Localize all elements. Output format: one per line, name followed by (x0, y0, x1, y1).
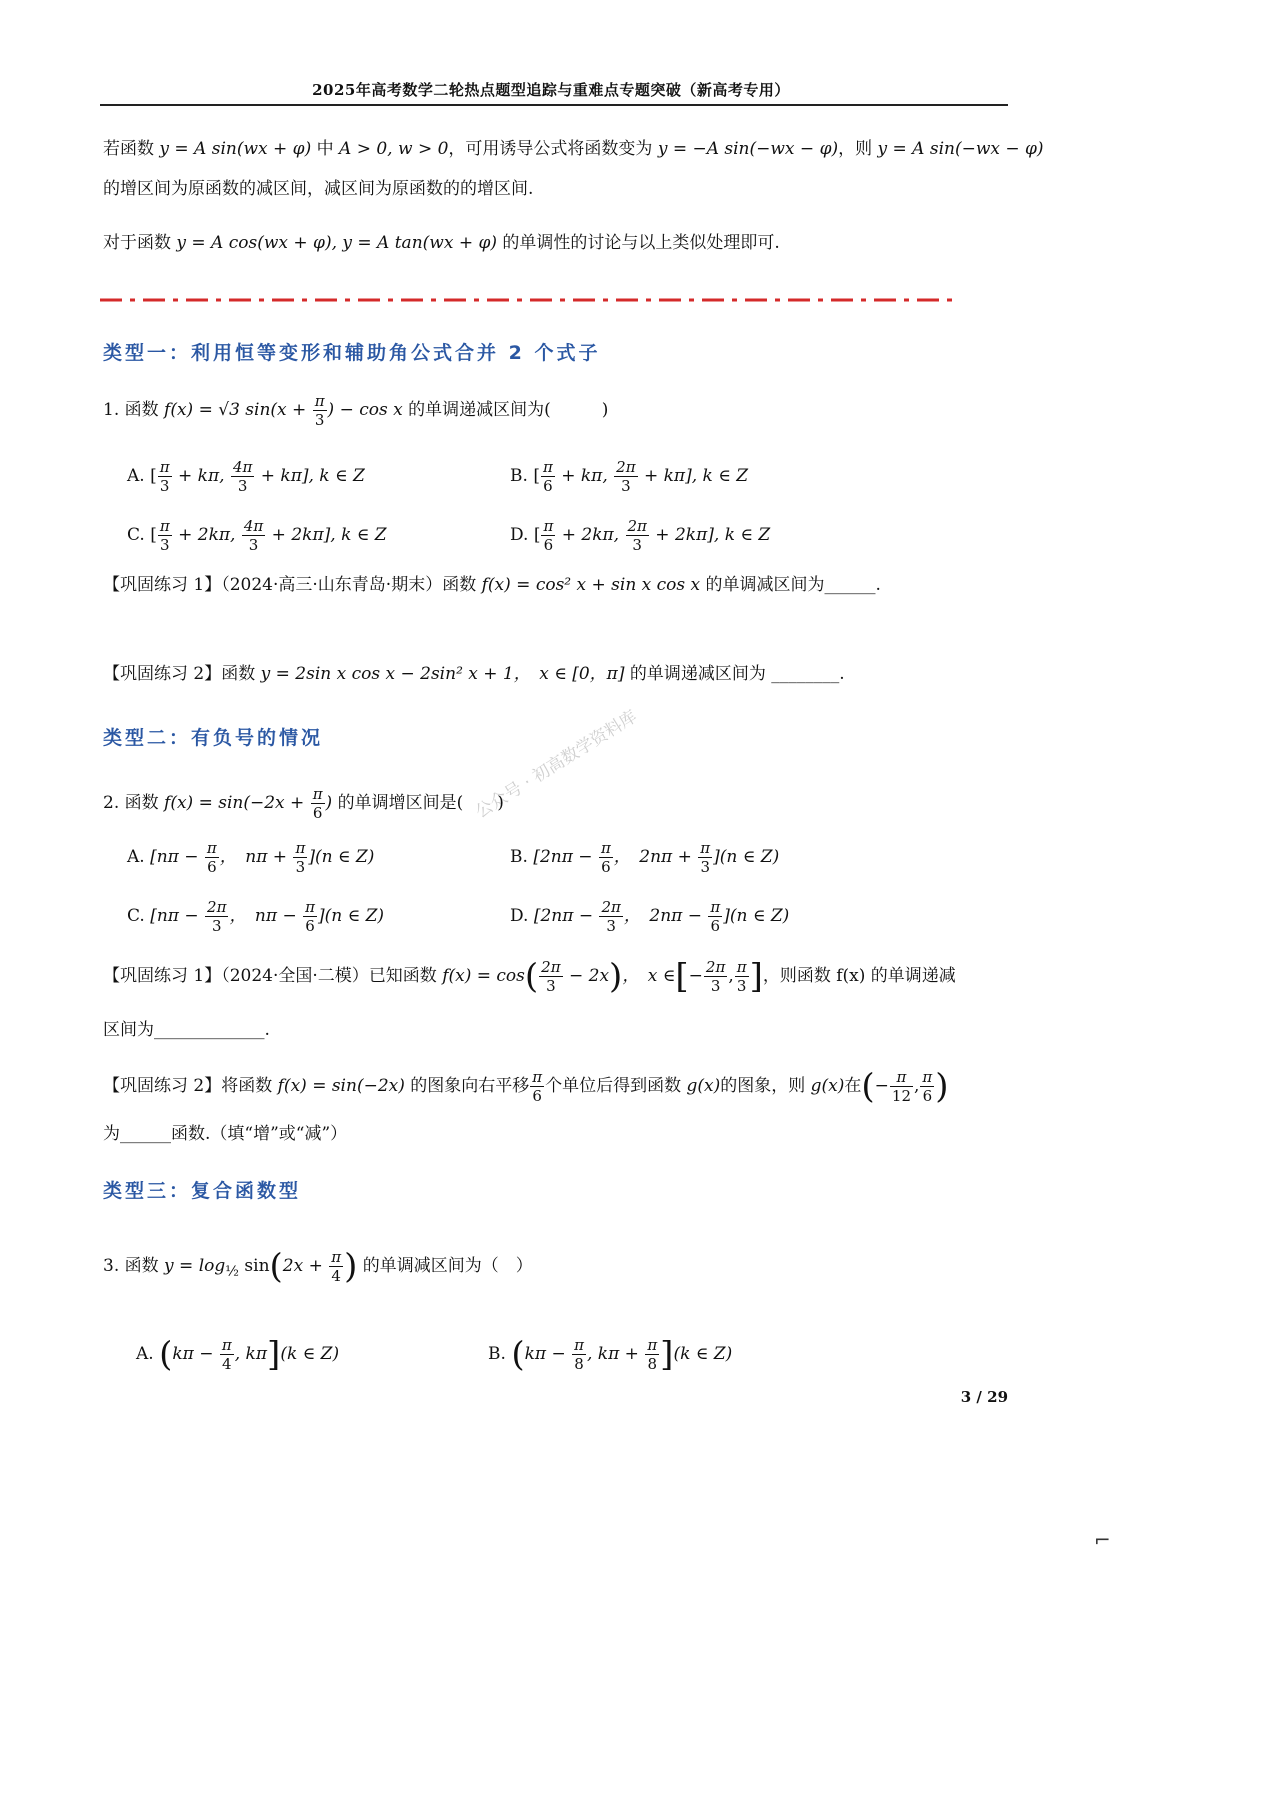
exercise-text: 的单调递减区间为 ________. (629, 664, 845, 684)
option-text: [ (533, 466, 540, 486)
fraction-num: π (574, 1336, 584, 1354)
fraction (890, 1068, 913, 1105)
fraction (572, 1336, 586, 1373)
exercise-domain: ， x ∈ [0，π] (513, 664, 625, 684)
fraction (541, 517, 555, 554)
option-text: [ (533, 525, 541, 545)
q2-option-a[interactable] (127, 839, 374, 876)
option-text: [2nπ − (533, 906, 599, 926)
fraction (158, 517, 172, 554)
option-text: + kπ], k ∈ Z (638, 466, 749, 486)
fraction (303, 898, 317, 935)
paren-open: ( (511, 1334, 525, 1375)
exercise-text: 已知函数 (368, 966, 437, 986)
paren-open: ( (524, 956, 539, 997)
fraction (599, 839, 613, 876)
option-text: kπ − (524, 1344, 572, 1364)
question-1 (103, 392, 608, 429)
option-label: B. (510, 847, 528, 867)
q1-option-c[interactable] (127, 517, 387, 554)
option-label: C. (127, 525, 145, 545)
fraction-num: π (922, 1068, 933, 1086)
paren-close: ) (935, 1066, 949, 1107)
intro-line-1 (103, 137, 1044, 161)
question-text: 函数 (124, 793, 159, 813)
fraction-den: 3 (237, 477, 248, 495)
fraction-den: 3 (606, 917, 616, 935)
fraction (614, 458, 637, 495)
fraction-num: π (542, 458, 553, 476)
question-formula: f(x) = √3 sin(x + (164, 400, 312, 420)
fraction (539, 958, 562, 995)
fraction (329, 1248, 343, 1285)
fraction-num: π (314, 392, 325, 410)
fraction-den: 6 (543, 536, 554, 554)
fraction-num: 4π (232, 458, 253, 476)
exercise-formula-inner: − 2x (563, 966, 610, 986)
fraction-den: 6 (532, 1087, 542, 1105)
question-number: 3. (103, 1256, 120, 1276)
fraction-num: π (221, 1336, 232, 1354)
option-text: + 2kπ, (556, 525, 625, 545)
type2-exercise-1: 【巩固练习 1】（2024·全国·二模）已知函数 f(x) = cos( $\frac{2\pi}{3}$ − 2x)， x ∈[− $\frac{2\pi}{3}$ , $\frac{\pi}{3}$ ]，则函数 f(x) 的单调递减 (103, 956, 956, 997)
type2-exercise-2: 【巩固练习 2】将函数 f(x) = sin(−2x) 的图象向右平移 $\frac{\pi}{6}$ 个单位后得到函数 g(x)的图象，则 g(x)在(− $\frac{\pi}{12}$ , $\frac{\pi}{6}$ ) (103, 1066, 949, 1107)
option-text: ， 2nπ − (623, 906, 708, 926)
option-label: A. (136, 1344, 154, 1364)
fraction (920, 1068, 934, 1105)
paren-open: ( (269, 1246, 283, 1287)
question-3 (103, 1248, 533, 1285)
watermark: 公众号 · 初高数学资料库 (472, 706, 641, 823)
fraction-den: 6 (543, 477, 553, 495)
type1-exercise-1 (103, 573, 881, 597)
paren-open: ( (861, 1066, 875, 1107)
q2-option-c[interactable] (127, 898, 384, 935)
paren-open: ( (159, 1334, 173, 1375)
fraction-num: 2π (601, 898, 621, 916)
fraction-num: π (159, 517, 170, 535)
fraction (541, 458, 555, 495)
fraction-den: 3 (314, 411, 325, 429)
fraction-den: 6 (207, 858, 217, 876)
option-text: + kπ, (172, 466, 230, 486)
q3-option-a[interactable] (136, 1336, 339, 1373)
fraction-den: 3 (159, 477, 170, 495)
fraction-num: π (710, 898, 721, 916)
fraction-num: π (331, 1248, 342, 1266)
option-text: [ (150, 466, 157, 486)
option-text: ](n ∈ Z) (317, 906, 385, 926)
option-label: A. (127, 466, 145, 486)
fraction-num: π (532, 1068, 543, 1086)
fraction-den: 3 (160, 536, 170, 554)
option-label: B. (510, 466, 528, 486)
fraction-num: π (206, 839, 217, 857)
exercise-text: 的单调减区间为______. (705, 575, 881, 595)
exercise-source: （2024·高三·山东青岛·期末） (221, 575, 443, 595)
exercise-text: 函数 (221, 664, 256, 684)
q1-option-d[interactable] (510, 517, 770, 554)
option-text: ， nπ + (219, 847, 293, 867)
corner-tool-icon[interactable]: ⌐ (1094, 1528, 1111, 1552)
fraction-num: 2π (541, 958, 561, 976)
fraction (530, 1068, 544, 1105)
bracket-close: ] (660, 1334, 674, 1375)
fraction (313, 392, 327, 429)
exercise-formula: f(x) = sin(−2x) (277, 1076, 405, 1096)
header-rule (100, 104, 1008, 106)
fraction-num: 2π (627, 517, 647, 535)
fraction-den: 6 (710, 917, 721, 935)
fraction (205, 839, 219, 876)
exercise-formula: g(x) (686, 1076, 721, 1096)
fraction (645, 1336, 659, 1373)
fraction-num: π (159, 458, 170, 476)
fraction-den: 3 (211, 917, 222, 935)
intro-formula-3: y = A sin(−wx − φ) (877, 139, 1044, 159)
fraction-den: 6 (601, 858, 611, 876)
type2-exercise-2-line2: 为______函数.（填“增”或“减”） (103, 1124, 348, 1144)
fraction (242, 517, 265, 554)
bracket-close: ] (267, 1334, 281, 1375)
paren-close: ) (609, 956, 623, 997)
fraction-num: π (312, 785, 323, 803)
option-text: [ (150, 525, 157, 545)
fraction-num: π (647, 1336, 658, 1354)
exercise-text: 的图象向右平移 (410, 1076, 530, 1096)
exercise-text: ，则函数 f(x) 的单调递减 (762, 966, 956, 986)
intro-formula-2: y = −A sin(−wx − φ) (657, 139, 839, 159)
fraction-den: 4 (222, 1355, 232, 1373)
option-text: + 2kπ, (172, 525, 241, 545)
question-formula: sin (239, 1256, 270, 1276)
fraction-den: 3 (546, 977, 556, 995)
option-text: (k ∈ Z) (673, 1344, 733, 1364)
exercise-formula: f(x) = cos (442, 966, 525, 986)
exercise-formula: g(x) (810, 1076, 845, 1096)
question-formula: y = log (164, 1256, 226, 1276)
question-text: 函数 (124, 400, 159, 420)
fraction (311, 785, 325, 822)
fraction-den: 3 (632, 536, 642, 554)
intro-text: 对于函数 (103, 233, 171, 253)
fraction-num: π (700, 839, 711, 857)
option-text: [nπ − (150, 906, 205, 926)
fraction (599, 898, 622, 935)
fraction (704, 958, 727, 995)
option-label: A. (127, 847, 145, 867)
option-text: (k ∈ Z) (280, 1344, 340, 1364)
fraction-den: 8 (647, 1355, 658, 1373)
page-header-title: 2025年高考数学二轮热点题型追踪与重难点专题突破（新高考专用） (312, 81, 790, 99)
exercise-text: 函数 (442, 575, 477, 595)
q1-option-b[interactable] (510, 458, 748, 495)
intro-line-2: 的增区间为原函数的减区间，减区间为原函数的的增区间. (103, 179, 534, 199)
option-text: [nπ − (150, 847, 204, 867)
fraction-den: 3 (710, 977, 721, 995)
fraction-den: 3 (621, 477, 631, 495)
option-text: ， 2nπ + (613, 847, 698, 867)
option-label: D. (510, 525, 529, 545)
intro-text: ，则 (838, 139, 873, 159)
fraction-num: π (600, 839, 611, 857)
option-text: ， nπ − (229, 906, 303, 926)
type2-heading: 类型二：有负号的情况 (103, 727, 324, 749)
option-text: ](n ∈ Z) (308, 847, 375, 867)
fraction (735, 958, 749, 995)
option-text: + 2kπ], k ∈ Z (649, 525, 771, 545)
option-text: kπ − (172, 1344, 219, 1364)
question-2 (103, 785, 504, 822)
intro-formula-4: y = A cos(wx + φ), y = A tan(wx + φ) (176, 233, 497, 253)
q2-option-d[interactable] (510, 898, 789, 935)
intro-formula-1: y = A sin(wx + φ) (159, 139, 312, 159)
fraction-den: 3 (736, 977, 747, 995)
option-text: + kπ], k ∈ Z (255, 466, 365, 486)
bracket-open: [ (675, 956, 689, 997)
log-base: ½ (225, 1263, 239, 1280)
option-text: + kπ, (555, 466, 614, 486)
fraction-den: 6 (922, 1087, 933, 1105)
exercise-tag: 【巩固练习 2】 (103, 664, 222, 684)
fraction (205, 898, 228, 935)
fraction (231, 458, 254, 495)
option-label: D. (510, 906, 529, 926)
fraction (158, 458, 172, 495)
option-label: B. (488, 1344, 506, 1364)
intro-condition: A > 0, w > 0 (339, 139, 449, 159)
exercise-tag: 【巩固练习 1】 (103, 575, 222, 595)
option-text: + 2kπ], k ∈ Z (266, 525, 387, 545)
option-text: ](n ∈ Z) (723, 906, 790, 926)
fraction-num: π (890, 1068, 913, 1087)
question-text: 的单调递减区间为( ) (408, 400, 609, 420)
question-formula: f(x) = sin(−2x + (164, 793, 310, 813)
option-label: C. (127, 906, 145, 926)
exercise-text: 个单位后得到函数 (545, 1076, 682, 1096)
type2-exercise-1-line2: 区间为_____________. (103, 1020, 270, 1040)
fraction-num: π (543, 517, 554, 535)
fraction-den: 12 (891, 1087, 912, 1105)
intro-text: 若函数 (103, 139, 154, 159)
fraction-den: 3 (700, 858, 710, 876)
fraction (626, 517, 649, 554)
fraction-den: 8 (574, 1355, 584, 1373)
question-formula-inner: 2x + (282, 1256, 329, 1276)
intro-text: 的单调性的讨论与以上类似处理即可. (502, 233, 780, 253)
fraction-den: 6 (312, 804, 323, 822)
question-number: 2. (103, 793, 120, 813)
intro-text: ，可用诱导公式将函数变为 (448, 139, 653, 159)
fraction-den: 3 (248, 536, 259, 554)
exercise-text: 的图象，则 (720, 1076, 806, 1096)
type3-heading: 类型三：复合函数型 (103, 1180, 302, 1202)
fraction-num: 2π (207, 898, 227, 916)
question-formula-end: ) − cos x (327, 400, 403, 420)
question-formula-end: ) (325, 793, 333, 813)
exercise-tag: 【巩固练习 1】 (103, 966, 222, 986)
fraction-den: 6 (305, 917, 315, 935)
exercise-tag: 【巩固练习 2】 (103, 1076, 222, 1096)
option-text: , kπ + (586, 1344, 645, 1364)
exercise-formula: y = 2sin x cos x − 2sin² x + 1 (260, 664, 514, 684)
fraction-num: π (736, 958, 747, 976)
option-text: [2nπ − (533, 847, 598, 867)
question-text: 的单调增区间是( ) (337, 793, 504, 813)
fraction-num: 4π (243, 517, 264, 535)
option-text: ](n ∈ Z) (713, 847, 780, 867)
bracket-close: ] (749, 956, 763, 997)
fraction (293, 839, 307, 876)
fraction-num: 2π (616, 458, 636, 476)
question-text: 的单调减区间为（ ） (362, 1256, 533, 1276)
exercise-source: （2024·全国·二模） (221, 966, 369, 986)
paren-close: ) (344, 1246, 358, 1287)
q2-option-b[interactable] (510, 839, 779, 876)
question-text: 函数 (124, 1256, 159, 1276)
fraction (698, 839, 712, 876)
page-number: 3 / 29 (960, 1388, 1008, 1406)
fraction (220, 1336, 234, 1373)
exercise-domain: ， x ∈ (622, 966, 676, 986)
fraction (708, 898, 722, 935)
exercise-text: 将函数 (221, 1076, 273, 1096)
exercise-formula: f(x) = cos² x + sin x cos x (481, 575, 701, 595)
q1-option-a[interactable] (127, 458, 365, 495)
exercise-text: 在 (844, 1076, 862, 1096)
type1-heading: 类型一：利用恒等变形和辅助角公式合并 2 个式子 (103, 342, 601, 364)
intro-text: 中 (316, 139, 334, 159)
question-number: 1. (103, 400, 120, 420)
q3-option-b[interactable] (488, 1336, 732, 1373)
option-text: , kπ (234, 1344, 268, 1364)
section-divider (100, 298, 960, 302)
intro-line-3 (103, 231, 780, 255)
fraction-den: 4 (331, 1267, 341, 1285)
fraction-num: 2π (705, 958, 726, 976)
fraction-den: 3 (295, 858, 306, 876)
fraction-num: π (305, 898, 315, 916)
fraction-num: π (295, 839, 306, 857)
type1-exercise-2 (103, 662, 845, 686)
